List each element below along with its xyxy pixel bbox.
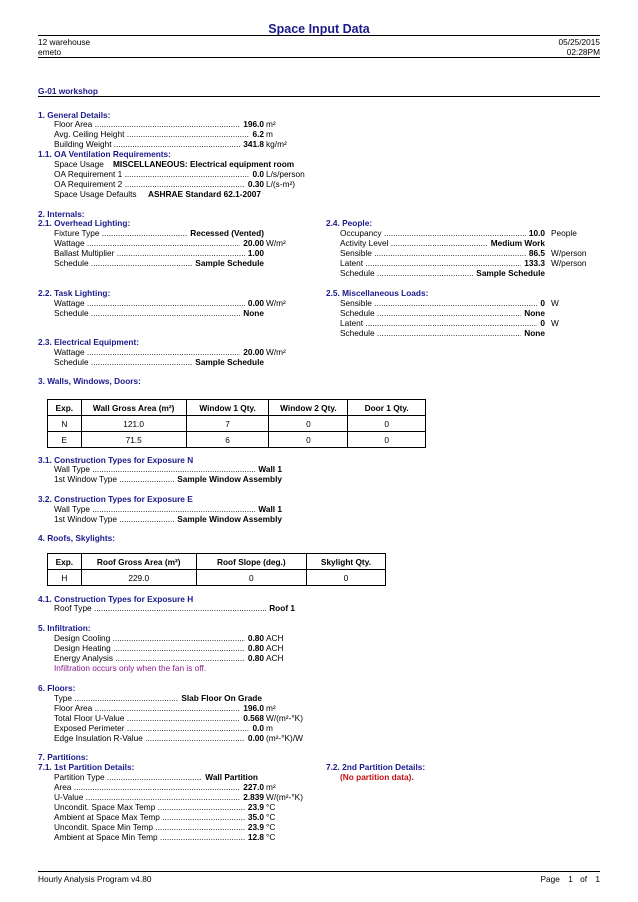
- sensible-unit: W/person: [551, 248, 587, 258]
- report-time: 02:28PM: [566, 47, 600, 57]
- exp-e-window-row: [54, 514, 282, 524]
- misc-sensible-row: [340, 298, 545, 308]
- project-name: 12 warehouse: [38, 37, 91, 47]
- partition-area-label: Area .....: [54, 782, 261, 792]
- partitions-heading: 7. Partitions:: [38, 752, 89, 762]
- footer-program: Hourly Analysis Program v4.80: [38, 874, 152, 884]
- walls-cell: E: [48, 432, 82, 448]
- perimeter-label: Exposed Perimeter .....: [54, 723, 261, 733]
- max-temp-row: [54, 802, 264, 812]
- walls-cell: 7: [186, 416, 269, 432]
- table-row: [48, 432, 426, 448]
- footer-rule: [38, 871, 600, 872]
- partition-area-unit: m²: [266, 782, 276, 792]
- task-heading: 2.2. Task Lighting:: [38, 288, 111, 298]
- oa2-value: 0.30: [245, 179, 264, 189]
- exp-n-wall-label: Wall Type .....: [54, 464, 279, 474]
- amb-max-unit: °C: [266, 812, 276, 822]
- misc-latent-value: 0: [537, 318, 545, 328]
- exp-e-wall-value: Wall 1: [255, 504, 282, 514]
- elec-wattage-row: [54, 347, 264, 357]
- header-rule-bottom: [38, 57, 600, 58]
- lighting-schedule-value: Sample Schedule: [192, 258, 264, 268]
- task-wattage-unit: W/m²: [266, 298, 286, 308]
- misc-latent-label: Latent .....: [340, 318, 542, 328]
- floor-area2-row: [54, 703, 264, 713]
- occupancy-label: Occupancy .....: [340, 228, 542, 238]
- people-schedule-label: Schedule .....: [340, 268, 542, 278]
- max-temp-value: 23.9: [245, 802, 264, 812]
- first-partition-heading: 7.1. 1st Partition Details:: [38, 762, 135, 772]
- amb-min-label: Ambient at Space Min Temp .....: [54, 832, 261, 842]
- amb-max-value: 35.0: [245, 812, 264, 822]
- fixture-value: Recessed (Vented): [187, 228, 264, 238]
- floor-type-label: Type .....: [54, 693, 259, 703]
- floor-type-value: Slab Floor On Grade: [178, 693, 262, 703]
- cooling-unit: ACH: [266, 633, 284, 643]
- activity-row: [340, 238, 545, 248]
- partition-uvalue-value: 2.839: [240, 792, 264, 802]
- max-temp-label: Uncondit. Space Max Temp .....: [54, 802, 261, 812]
- oa1-value: 0.0: [249, 169, 264, 179]
- heating-value: 0.80: [245, 643, 264, 653]
- energy-unit: ACH: [266, 653, 284, 663]
- elec-schedule-row: [54, 357, 264, 367]
- rvalue-value: 0.00: [245, 733, 264, 743]
- wattage-value: 20.00: [240, 238, 264, 248]
- space-usage-label: Space Usage: [54, 159, 104, 169]
- defaults-label: Space Usage Defaults: [54, 189, 137, 199]
- ceiling-label: Avg. Ceiling Height .....: [54, 129, 261, 139]
- roofs-cell: 0: [196, 570, 306, 586]
- misc-heading: 2.5. Miscellaneous Loads:: [326, 288, 429, 298]
- min-temp-row: [54, 822, 264, 832]
- report-date: 05/25/2015: [558, 37, 600, 47]
- task-schedule-label: Schedule .....: [54, 308, 261, 318]
- wattage-row: [54, 238, 264, 248]
- min-temp-unit: °C: [266, 822, 276, 832]
- ballast-label: Ballast Multiplier .....: [54, 248, 261, 258]
- perimeter-unit: m: [266, 723, 273, 733]
- walls-col-window2: Window 2 Qty.: [269, 400, 348, 416]
- ballast-value: 1.00: [245, 248, 264, 258]
- amb-max-label: Ambient at Space Max Temp .....: [54, 812, 261, 822]
- oa2-row: [54, 179, 264, 189]
- floor-area-unit: m²: [266, 119, 276, 129]
- roof-type-label: Roof Type .....: [54, 603, 292, 613]
- elec-wattage-value: 20.00: [240, 347, 264, 357]
- walls-table-header: [48, 400, 426, 416]
- elec-wattage-unit: W/m²: [266, 347, 286, 357]
- walls-cell: 6: [186, 432, 269, 448]
- activity-value: Medium Work: [488, 238, 545, 248]
- occupancy-row: [340, 228, 545, 238]
- walls-cell: 0: [269, 432, 348, 448]
- walls-cell: 0: [348, 432, 426, 448]
- floor-area-value: 196.0: [240, 119, 264, 129]
- table-row: [48, 570, 386, 586]
- amb-max-row: [54, 812, 264, 822]
- misc-lat-schedule-row: [340, 328, 545, 338]
- floor-area2-value: 196.0: [240, 703, 264, 713]
- misc-sensible-label: Sensible .....: [340, 298, 542, 308]
- ceiling-value: 6.2: [249, 129, 264, 139]
- floor-type-row: [54, 693, 262, 703]
- ceiling-unit: m: [266, 129, 273, 139]
- partition-type-row: [54, 772, 258, 782]
- floor-area2-unit: m²: [266, 703, 276, 713]
- ballast-row: [54, 248, 264, 258]
- exp-n-wall-value: Wall 1: [255, 464, 282, 474]
- wattage-unit: W/m²: [266, 238, 286, 248]
- partition-uvalue-unit: W/(m²-°K): [266, 792, 303, 802]
- space-name: G-01 workshop: [38, 86, 98, 96]
- walls-cell: N: [48, 416, 82, 432]
- sensible-label: Sensible .....: [340, 248, 542, 258]
- floor-area-row: [54, 119, 264, 129]
- page-word: Page: [540, 874, 560, 884]
- roofs-col-skylight: Skylight Qty.: [306, 554, 385, 570]
- floor-area-label: Floor Area .....: [54, 119, 261, 129]
- sensible-value: 86.5: [526, 248, 545, 258]
- roof-type-row: [54, 603, 295, 613]
- exp-e-heading: 3.2. Construction Types for Exposure E: [38, 494, 193, 504]
- space-rule: [38, 96, 600, 97]
- walls-cell: 0: [348, 416, 426, 432]
- misc-sens-schedule-value: None: [521, 308, 545, 318]
- wattage-label: Wattage .....: [54, 238, 261, 248]
- walls-cell: 0: [269, 416, 348, 432]
- heating-label: Design Heating .....: [54, 643, 261, 653]
- occupancy-value: 10.0: [526, 228, 545, 238]
- perimeter-row: [54, 723, 264, 733]
- exp-n-window-label: 1st Window Type .....: [54, 474, 279, 484]
- amb-min-value: 12.8: [245, 832, 264, 842]
- roofs-heading: 4. Roofs, Skylights:: [38, 533, 115, 543]
- walls-table: [47, 399, 426, 448]
- fixture-row: [54, 228, 264, 238]
- people-schedule-value: Sample Schedule: [473, 268, 545, 278]
- exp-n-window-value: Sample Window Assembly: [174, 474, 282, 484]
- task-wattage-value: 0.00: [245, 298, 264, 308]
- roofs-cell: 229.0: [81, 570, 196, 586]
- oa1-label: OA Requirement 1 .....: [54, 169, 261, 179]
- defaults-value: ASHRAE Standard 62.1-2007: [148, 189, 261, 199]
- exp-n-window-row: [54, 474, 282, 484]
- latent-row: [340, 258, 545, 268]
- exp-n-wall-row: [54, 464, 282, 474]
- max-temp-unit: °C: [266, 802, 276, 812]
- partition-area-row: [54, 782, 264, 792]
- min-temp-label: Uncondit. Space Min Temp .....: [54, 822, 261, 832]
- user-name: emeto: [38, 47, 62, 57]
- task-wattage-row: [54, 298, 264, 308]
- second-partition-note: (No partition data).: [340, 772, 414, 782]
- weight-label: Building Weight .....: [54, 139, 261, 149]
- lighting-heading: 2.1. Overhead Lighting:: [38, 218, 131, 228]
- walls-col-door: Door 1 Qty.: [348, 400, 426, 416]
- cooling-value: 0.80: [245, 633, 264, 643]
- elec-wattage-label: Wattage .....: [54, 347, 261, 357]
- exp-e-window-label: 1st Window Type .....: [54, 514, 279, 524]
- page-number: 1: [568, 874, 573, 884]
- roofs-col-slope: Roof Slope (deg.): [196, 554, 306, 570]
- walls-col-exp: Exp.: [48, 400, 82, 416]
- partition-area-value: 227.0: [240, 782, 264, 792]
- rvalue-row: [54, 733, 264, 743]
- people-heading: 2.4. People:: [326, 218, 373, 228]
- general-heading: 1. General Details:: [38, 110, 111, 120]
- infiltration-heading: 5. Infiltration:: [38, 623, 91, 633]
- weight-unit: kg/m²: [266, 139, 287, 149]
- second-partition-heading: 7.2. 2nd Partition Details:: [326, 762, 426, 772]
- misc-lat-schedule-value: None: [521, 328, 545, 338]
- internals-heading: 2. Internals:: [38, 209, 85, 219]
- roofs-cell: H: [48, 570, 82, 586]
- rvalue-unit: (m²-°K)/W: [266, 733, 303, 743]
- lighting-schedule-row: [54, 258, 264, 268]
- exp-h-heading: 4.1. Construction Types for Exposure H: [38, 594, 194, 604]
- task-schedule-value: None: [240, 308, 264, 318]
- latent-value: 133.3: [521, 258, 545, 268]
- floor-uvalue-unit: W/(m²-°K): [266, 713, 303, 723]
- footer-pagination: [541, 874, 601, 884]
- weight-row: [54, 139, 264, 149]
- partition-uvalue-row: [54, 792, 264, 802]
- walls-cell: 71.5: [81, 432, 186, 448]
- floor-area2-label: Floor Area .....: [54, 703, 261, 713]
- oa2-label: OA Requirement 2 .....: [54, 179, 261, 189]
- occupancy-unit: People: [551, 228, 577, 238]
- roof-type-value: Roof 1: [266, 603, 295, 613]
- partition-uvalue-label: U-Value .....: [54, 792, 261, 802]
- rvalue-label: Edge Insulation R-Value .....: [54, 733, 261, 743]
- infiltration-note: Infiltration occurs only when the fan is off.: [54, 663, 207, 673]
- task-wattage-label: Wattage .....: [54, 298, 261, 308]
- floor-uvalue-value: 0.568: [240, 713, 264, 723]
- exp-e-wall-label: Wall Type .....: [54, 504, 279, 514]
- walls-col-window1: Window 1 Qty.: [186, 400, 269, 416]
- header-rule-top: [38, 35, 600, 36]
- task-schedule-row: [54, 308, 264, 318]
- heating-row: [54, 643, 264, 653]
- space-usage-value: MISCELLANEOUS: Electrical equipment room: [113, 159, 295, 169]
- weight-value: 341.8: [240, 139, 264, 149]
- roofs-table: [47, 553, 386, 586]
- roofs-table-header: [48, 554, 386, 570]
- misc-latent-unit: W: [551, 318, 559, 328]
- of-word: of: [580, 874, 588, 884]
- cooling-label: Design Cooling .....: [54, 633, 261, 643]
- elec-heading: 2.3. Electrical Equipment:: [38, 337, 139, 347]
- exp-e-window-value: Sample Window Assembly: [174, 514, 282, 524]
- page-total: 1: [595, 874, 600, 884]
- misc-sensible-value: 0: [537, 298, 545, 308]
- energy-value: 0.80: [245, 653, 264, 663]
- oa1-unit: L/s/person: [266, 169, 305, 179]
- oa-heading: 1.1. OA Ventilation Requirements:: [38, 149, 171, 159]
- cooling-row: [54, 633, 264, 643]
- amb-min-row: [54, 832, 264, 842]
- latent-label: Latent .....: [340, 258, 542, 268]
- misc-sens-schedule-label: Schedule .....: [340, 308, 542, 318]
- min-temp-value: 23.9: [245, 822, 264, 832]
- oa1-row: [54, 169, 264, 179]
- misc-sens-schedule-row: [340, 308, 545, 318]
- misc-sensible-unit: W: [551, 298, 559, 308]
- roofs-col-area: Roof Gross Area (m²): [81, 554, 196, 570]
- oa2-unit: L/(s-m²): [266, 179, 296, 189]
- sensible-row: [340, 248, 545, 258]
- heating-unit: ACH: [266, 643, 284, 653]
- floors-heading: 6. Floors:: [38, 683, 76, 693]
- exp-e-wall-row: [54, 504, 282, 514]
- elec-schedule-value: Sample Schedule: [192, 357, 264, 367]
- walls-heading: 3. Walls, Windows, Doors:: [38, 376, 141, 386]
- lighting-schedule-label: Schedule .....: [54, 258, 261, 268]
- fixture-label: Fixture Type .....: [54, 228, 261, 238]
- floor-uvalue-row: [54, 713, 264, 723]
- elec-schedule-label: Schedule .....: [54, 357, 261, 367]
- energy-label: Energy Analysis .....: [54, 653, 261, 663]
- floor-uvalue-label: Total Floor U-Value .....: [54, 713, 261, 723]
- misc-lat-schedule-label: Schedule .....: [340, 328, 542, 338]
- people-schedule-row: [340, 268, 545, 278]
- latent-unit: W/person: [551, 258, 587, 268]
- exp-n-heading: 3.1. Construction Types for Exposure N: [38, 455, 194, 465]
- report-title: Space Input Data: [268, 22, 370, 36]
- table-row: [48, 416, 426, 432]
- roofs-col-exp: Exp.: [48, 554, 82, 570]
- misc-latent-row: [340, 318, 545, 328]
- ceiling-row: [54, 129, 264, 139]
- perimeter-value: 0.0: [249, 723, 264, 733]
- walls-cell: 121.0: [81, 416, 186, 432]
- amb-min-unit: °C: [266, 832, 276, 842]
- partition-type-label: Partition Type .....: [54, 772, 255, 782]
- roofs-cell: 0: [306, 570, 385, 586]
- partition-type-value: Wall Partition: [202, 772, 258, 782]
- activity-label: Activity Level .....: [340, 238, 542, 248]
- walls-col-area: Wall Gross Area (m²): [81, 400, 186, 416]
- energy-row: [54, 653, 264, 663]
